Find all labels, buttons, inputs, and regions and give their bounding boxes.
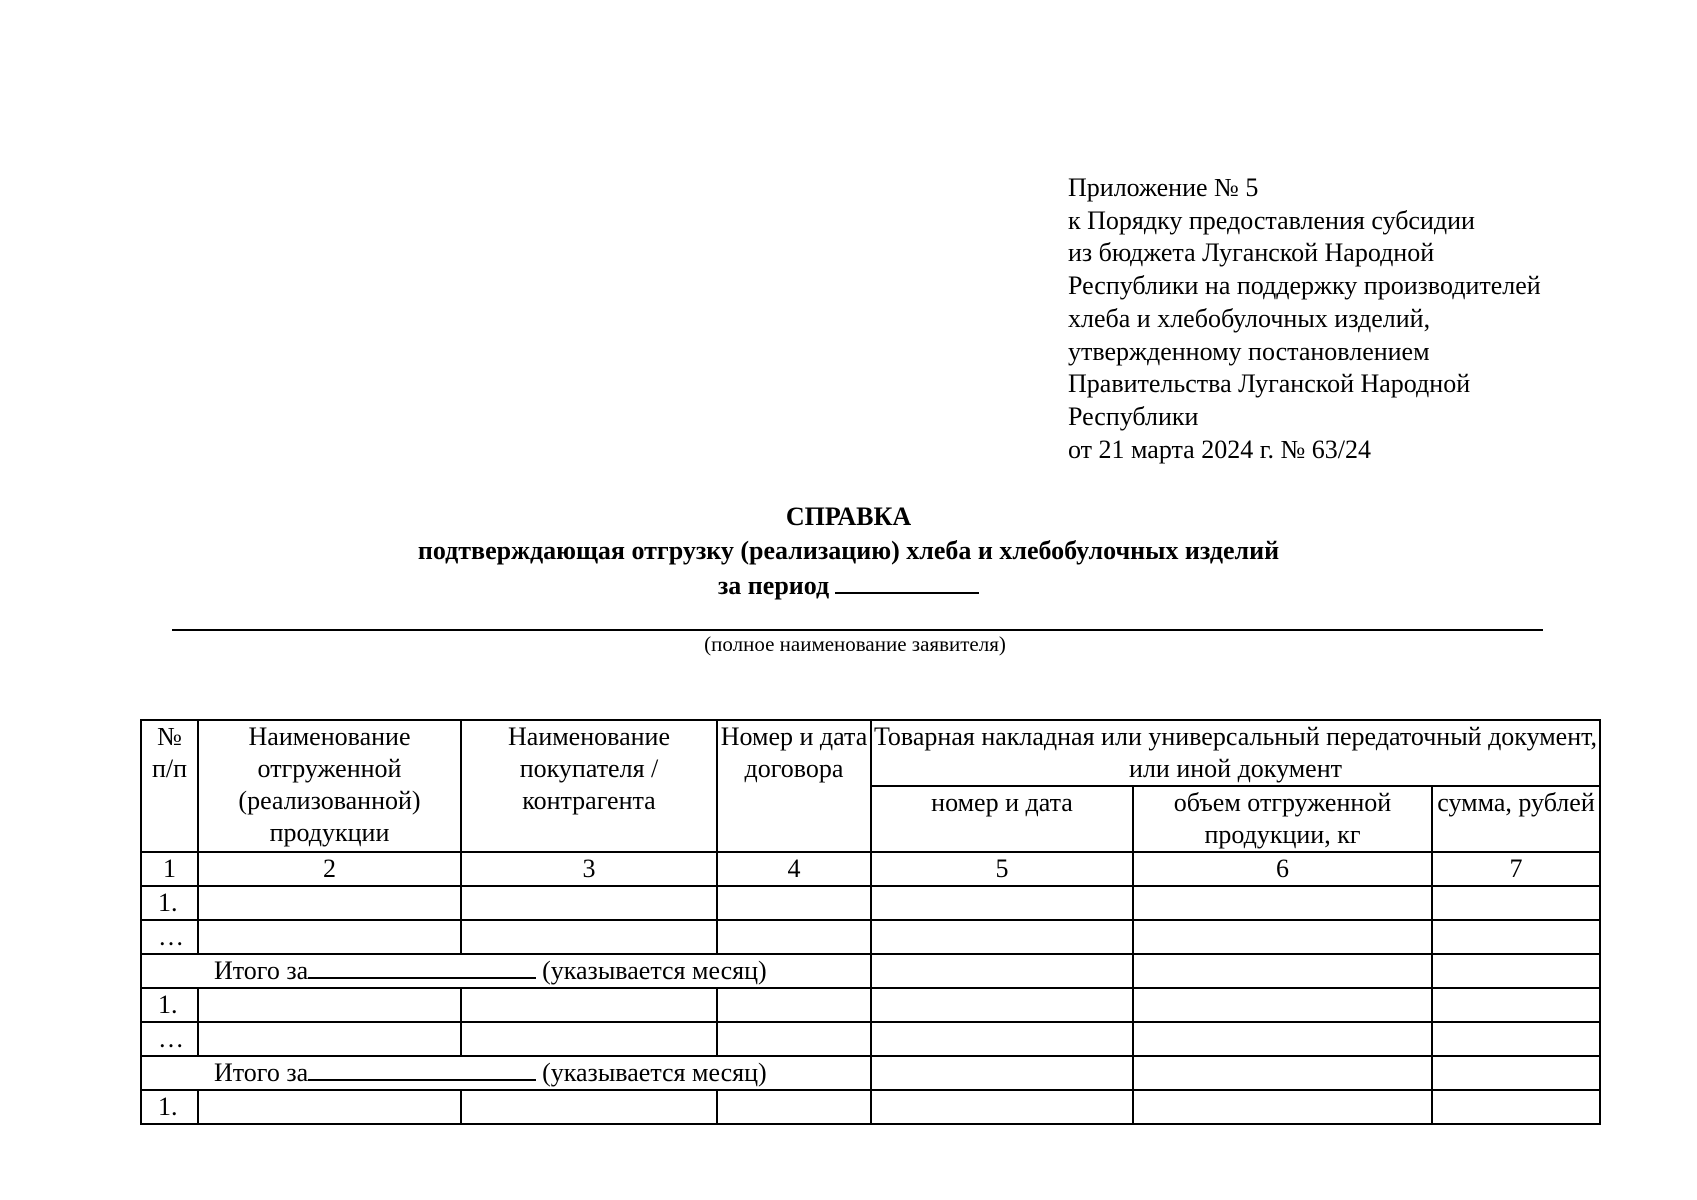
header-col-contract: Номер и дата договора xyxy=(717,720,871,852)
table-cell xyxy=(1432,1090,1600,1124)
period-label: за период xyxy=(717,571,830,600)
table-cell xyxy=(198,920,461,954)
table-cell xyxy=(198,1022,461,1056)
table-row xyxy=(141,886,1600,920)
annex-block xyxy=(1068,172,1668,466)
applicant-caption: (полное наименование заявителя) xyxy=(704,632,1006,656)
table-cell xyxy=(871,988,1133,1022)
annex-line: хлеба и хлебобулочных изделий, xyxy=(1068,303,1431,333)
row-number: 1. xyxy=(141,988,198,1022)
table-cell xyxy=(717,1090,871,1124)
column-number: 6 xyxy=(1133,852,1432,886)
table-cell xyxy=(1133,1022,1432,1056)
annex-line: утвержденному постановлением xyxy=(1068,336,1430,366)
table-cell xyxy=(461,1022,717,1056)
total-label-cell xyxy=(141,1056,871,1090)
table-cell xyxy=(871,1022,1133,1056)
table-cell xyxy=(461,920,717,954)
row-number: 1. xyxy=(141,1090,198,1124)
month-blank-field xyxy=(308,955,536,979)
column-number: 4 xyxy=(717,852,871,886)
annex-line: Правительства Луганской Народной xyxy=(1068,369,1471,399)
row-number: … xyxy=(141,1022,198,1056)
table-row xyxy=(141,1022,1600,1056)
month-blank-field xyxy=(308,1057,536,1081)
table-cell xyxy=(1432,886,1600,920)
applicant-name-line xyxy=(172,629,1543,631)
table-row xyxy=(141,1090,1600,1124)
column-number: 5 xyxy=(871,852,1133,886)
annex-line: Республики xyxy=(1068,401,1199,431)
table-cell xyxy=(461,886,717,920)
column-number-row xyxy=(141,852,1600,886)
table-cell xyxy=(1133,886,1432,920)
total-note: (указывается месяц) xyxy=(542,956,767,985)
table-cell xyxy=(1432,920,1600,954)
annex-line: Республики на поддержку производителей xyxy=(1068,271,1541,301)
document-title: СПРАВКА xyxy=(785,502,912,531)
table-cell xyxy=(1432,988,1600,1022)
period-blank-field xyxy=(835,568,979,594)
total-row xyxy=(141,1056,1600,1090)
table-cell xyxy=(198,886,461,920)
table-cell xyxy=(871,920,1133,954)
table-cell xyxy=(1133,920,1432,954)
title-block xyxy=(0,500,1697,603)
table-cell xyxy=(1432,954,1600,988)
period-line xyxy=(0,568,1697,603)
header-col-doc-number: номер и дата xyxy=(871,786,1133,852)
row-number: 1. xyxy=(141,886,198,920)
document-subtitle: подтверждающая отгрузку (реализацию) хлеба и хлебобулочных изделий xyxy=(417,536,1280,565)
annex-line: от 21 марта 2024 г. № 63/24 xyxy=(1068,434,1371,464)
table-cell xyxy=(871,954,1133,988)
total-row xyxy=(141,954,1600,988)
row-number: … xyxy=(141,920,198,954)
header-col-volume: объем отгруженной продукции, кг xyxy=(1133,786,1432,852)
shipment-table xyxy=(140,719,1601,1125)
column-number: 3 xyxy=(461,852,717,886)
header-col-buyer: Наименование покупателя / контрагента xyxy=(461,720,717,852)
table-cell xyxy=(1432,1022,1600,1056)
table-cell xyxy=(1133,1090,1432,1124)
table-cell xyxy=(871,1090,1133,1124)
total-label: Итого за xyxy=(214,956,309,985)
total-label: Итого за xyxy=(214,1058,309,1087)
header-col-product: Наименование отгруженной (реализованной) продукции xyxy=(198,720,461,852)
table-cell xyxy=(871,886,1133,920)
table-row xyxy=(141,920,1600,954)
total-label-cell xyxy=(141,954,871,988)
table-cell xyxy=(717,988,871,1022)
table-cell xyxy=(461,988,717,1022)
annex-line: из бюджета Луганской Народной xyxy=(1068,238,1435,268)
table-row xyxy=(141,988,1600,1022)
column-number: 7 xyxy=(1432,852,1600,886)
total-note: (указывается месяц) xyxy=(542,1058,767,1087)
annex-line: Приложение № 5 xyxy=(1068,173,1259,202)
header-col-number: № п/п xyxy=(141,720,198,852)
table-cell xyxy=(1133,954,1432,988)
table-cell xyxy=(717,886,871,920)
table-cell xyxy=(198,988,461,1022)
annex-line: к Порядку предоставления субсидии xyxy=(1068,205,1475,235)
column-number: 2 xyxy=(198,852,461,886)
header-col-sum: сумма, рублей xyxy=(1432,786,1600,852)
table-cell xyxy=(1133,1056,1432,1090)
column-number: 1 xyxy=(141,852,198,886)
table-cell xyxy=(198,1090,461,1124)
table-cell xyxy=(717,920,871,954)
table-cell xyxy=(1432,1056,1600,1090)
table-cell xyxy=(717,1022,871,1056)
table-cell xyxy=(1133,988,1432,1022)
table-cell xyxy=(871,1056,1133,1090)
table-cell xyxy=(461,1090,717,1124)
header-group-document: Товарная накладная или универсальный передаточный документ, или иной документ xyxy=(871,720,1600,786)
